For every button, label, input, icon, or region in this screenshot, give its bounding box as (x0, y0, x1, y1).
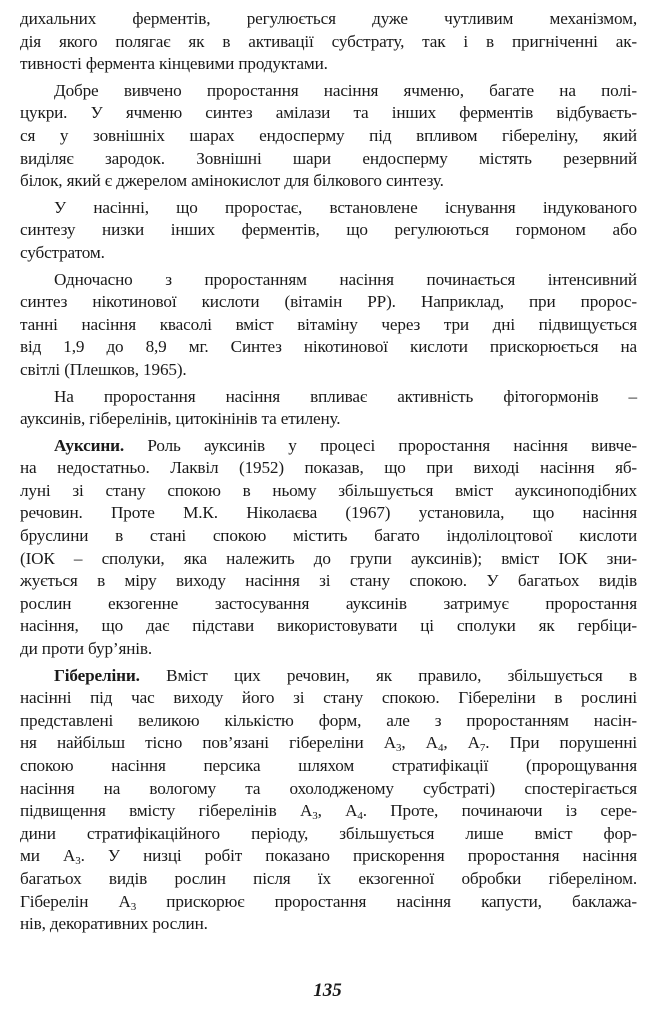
text-line: субстратом. (20, 242, 105, 262)
text-line: ся у зовнішніх шарах ендосперму під впливом гібереліну, який (20, 125, 637, 145)
text-line: на недостатньо. Лаквіл (1952) показав, що при виході насіння яб- (20, 458, 637, 478)
text-line: насінні під час виходу його зі стану спокою. Гібереліни в рослині (20, 688, 637, 708)
text-line: білок, який є джерелом амінокислот для білкового синтезу. (20, 171, 444, 191)
text-line (20, 732, 637, 755)
text-line: Добре вивчено проростання насіння ячменю, багате на полі- (54, 80, 637, 100)
text-fragment: , А (317, 801, 358, 821)
text-line (20, 665, 637, 688)
text-line (20, 891, 637, 914)
subscript: 3 (130, 900, 137, 913)
text-line: насіння на вологому та охолодженому субстраті) спостерігається (20, 778, 637, 798)
text-fragment: ми А (20, 846, 76, 866)
subscript: 3 (395, 742, 402, 755)
paragraph-1 (20, 8, 637, 76)
page-number: 135 (313, 980, 342, 1001)
text-line: тивності фермента кінцевими продуктами. (20, 54, 328, 74)
text-fragment: прискорює проростання насіння капусти, баклажа- (136, 891, 637, 911)
text-line: дія якого полягає як в активації субстрату, так і в пригніченні ак- (20, 31, 637, 51)
text-fragment: . При порушенні (485, 733, 637, 753)
subscript: 7 (479, 742, 486, 755)
text-line: Одночасно з проростанням насіння починається інтенсивний (54, 269, 637, 289)
text-line: нів, декоративних рослин. (20, 914, 208, 934)
subscript: 3 (75, 855, 81, 868)
text-fragment: , А (401, 733, 438, 753)
text-line (20, 800, 637, 823)
text-line: танні насіння квасолі вміст вітаміну через три дні підвищується (20, 314, 637, 334)
subscript: 4 (357, 810, 363, 823)
text-line: (ІОК – сполуки, яка належить до групи ауксинів); вміст ІОК зни- (20, 548, 637, 568)
text-line: дини стратифікаційного періоду, збільшується лише вміст фор- (20, 823, 637, 843)
subscript: 3 (312, 810, 318, 823)
text-line: речовин. Проте М.К. Ніколаєва (1967) установила, що насіння (20, 503, 637, 523)
text-line: ауксинів, гіберелінів, цитокінінів та етилену. (20, 409, 341, 429)
text-fragment: ня найбільш тісно пов’язані гібереліни А (20, 733, 396, 753)
text-line: ди проти бур’янів. (20, 639, 152, 659)
text-line: від 1,9 до 8,9 мг. Синтез нікотинової кислоти прискорюється на (20, 337, 637, 357)
text-line: синтезу низки інших ферментів, що регулюються гормоном або (20, 220, 637, 240)
text-line: виділяє зародок. Зовнішні шари ендосперму містять резервний (20, 148, 637, 168)
text-line: насіння, що дає підстави використовувати ці сполуки як гербіци- (20, 616, 637, 636)
text-fragment: , А (443, 733, 480, 753)
text-fragment: . У низці робіт показано прискорення проростання насіння (80, 846, 637, 866)
text-line: жується в міру виходу насіння зі стану спокою. У багатьох видів (20, 571, 637, 591)
text-fragment: Гіберелін А (20, 891, 131, 911)
paragraph-auxins (20, 435, 637, 661)
text-fragment: Вміст цих речовин, як правило, збільшується в (139, 665, 637, 685)
text-line: луні зі стану спокою в ньому збільшується вміст ауксиноподібних (20, 480, 637, 500)
paragraph-3 (20, 197, 637, 265)
text-line (20, 845, 637, 868)
text-line: рослин екзогенне застосування ауксинів затримує проростання (20, 593, 637, 613)
text-line: представлені великою кількістю форм, але з проростанням насін- (20, 710, 637, 730)
text-fragment: . Проте, починаючи із сере- (362, 801, 638, 821)
paragraph-5 (20, 386, 637, 431)
text-line: На проростання насіння впливає активність фітогормонів – (54, 386, 637, 406)
text-line: спокою насіння персика шляхом стратифікації (пророщування (20, 756, 637, 775)
text-line: світлі (Плешков, 1965). (20, 359, 187, 379)
paragraph-2 (20, 80, 637, 193)
text-line: цукри. У ячменю синтез амілази та інших ферментів відбуваєть- (20, 103, 637, 123)
term-auxins: Ауксини. (54, 435, 125, 455)
text-line: У насінні, що проростає, встановлене існування індукованого (54, 197, 637, 217)
text-fragment: підвищення вмісту гіберелінів А (20, 801, 313, 821)
text-line (20, 435, 637, 458)
subscript: 4 (437, 742, 444, 755)
paragraph-gibberellins (20, 665, 637, 936)
text-line: синтез нікотинової кислоти (вітамін РР). Наприклад, при пророс- (20, 292, 637, 312)
page-body (20, 8, 637, 936)
text-line: багатьох видів рослин після їх екзогенної обробки гібереліном. (20, 868, 637, 888)
term-gibberellins: Гібереліни. (54, 665, 140, 685)
text-line: дихальних ферментів, регулюється дуже чутливим механізмом, (20, 9, 637, 28)
paragraph-4 (20, 269, 637, 382)
text-fragment: Роль ауксинів у процесі проростання насіння вивче- (124, 435, 637, 455)
text-line: бруслини в стані спокою містить багато індолілоцтової кислоти (20, 526, 637, 546)
